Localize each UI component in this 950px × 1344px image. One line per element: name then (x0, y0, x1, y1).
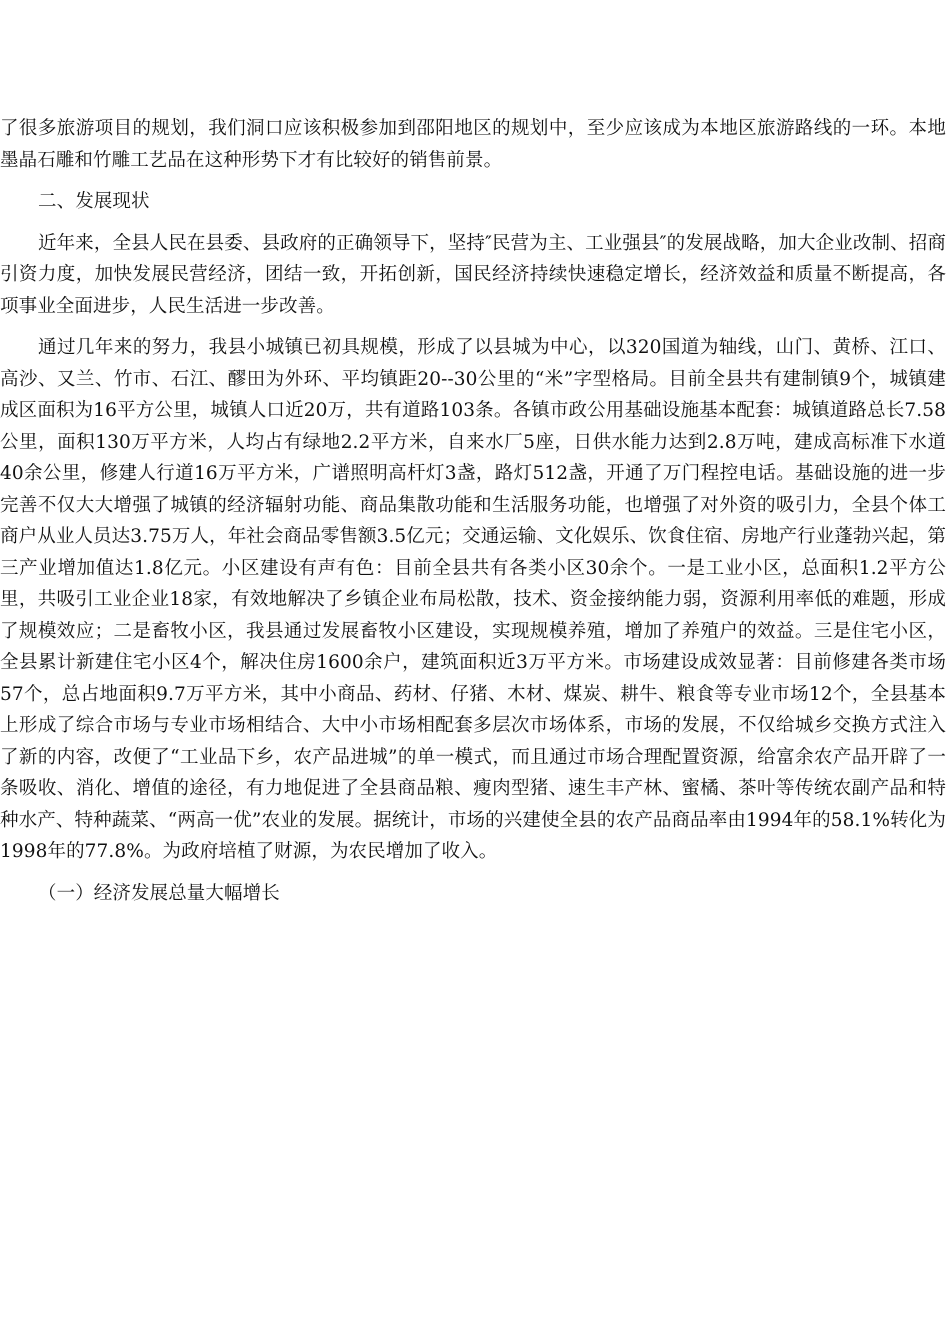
body-paragraph-overview: 近年来，全县人民在县委、县政府的正确领导下，坚持″民营为主、工业强县″的发展战略，加大企业改制、招商引资力度，加快发展民营经济，团结一致，开拓创新，国民经济持续快速稳定增长，经济效益和质量不断提高，各项事业全面进步，人民生活进一步改善。 (0, 232, 946, 317)
subsection-heading-economic-growth: （一）经济发展总量大幅增长 (38, 882, 280, 904)
body-paragraph-town-development: 通过几年来的努力，我县小城镇已初具规模，形成了以县城为中心，以320国道为轴线，山门、黄桥、江口、高沙、又兰、竹市、石江、醪田为外环、平均镇距20--30公里的“米”字型格局。目前全县共有建制镇9个，城镇建成区面积为16平方公里，城镇人口近20万，共有道路103条。各镇市政公用基础设施基本配套：城镇道路总长7.58公里，面积130万平方米，人均占有绿地2.2平方米，自来水厂5座，日供水能力达到2.8万吨，建成高标准下水道40余公里，修建人行道16万平方米，广谱照明高杆灯3盏，路灯512盏，开通了万门程控电话。基础设施的进一步完善不仅大大增强了城镇的经济辐射功能、商品集散功能和生活服务功能，也增强了对外资的吸引力，全县个体工商户从业人员达3.75万人，年社会商品零售额3.5亿元；交通运输、文化娱乐、饮食住宿、房地产行业蓬勃兴起，第三产业增加值达1.8亿元。小区建设有声有色：目前全县共有各类小区30余个。一是工业小区，总面积1.2平方公里，共吸引工业企业18家，有效地解决了乡镇企业布局松散，技术、资金接纳能力弱，资源利用率低的难题，形成了规模效应；二是畜牧小区，我县通过发展畜牧小区建设，实现规模养殖，增加了养殖户的效益。三是住宅小区，全县累计新建住宅小区4个，解决住房1600余户，建筑面积近3万平方米。市场建设成效显著：目前修建各类市场57个，总占地面积9.7万平方米，其中小商品、药材、仔猪、木材、煤炭、耕牛、粮食等专业市场12个，全县基本上形成了综合市场与专业市场相结合、大中小市场相配套多层次市场体系，市场的发展，不仅给城乡交换方式注入了新的内容，改便了“工业品下乡，农产品进城”的单一模式，而且通过市场合理配置资源，给富余农产品开辟了一条吸收、消化、增值的途径，有力地促进了全县商品粮、瘦肉型猪、速生丰产林、蜜橘、茶叶等传统农副产品和特种水产、特种蔬菜、“两高一优”农业的发展。据统计，市场的兴建使全县的农产品商品率由1994年的58.1%转化为1998年的77.8%。为政府培植了财源，为农民增加了收入。 (0, 337, 946, 862)
document-body (0, 113, 946, 919)
continuation-paragraph: 了很多旅游项目的规划，我们洞口应该积极参加到邵阳地区的规划中，至少应该成为本地区旅游路线的一环。本地墨晶石雕和竹雕工艺品在这种形势下才有比较好的销售前景。 (0, 118, 946, 171)
section-heading-development-status: 二、发展现状 (38, 191, 150, 212)
